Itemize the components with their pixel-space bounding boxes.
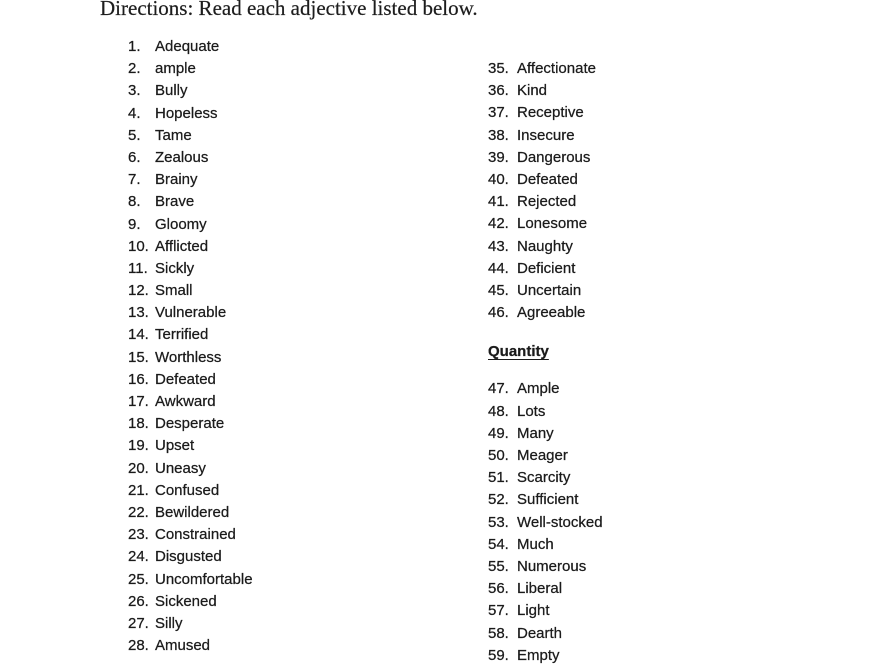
section-heading-quantity: Quantity <box>488 343 549 361</box>
list-item-number: 11. <box>128 259 148 277</box>
list-item-number: 56. <box>488 580 509 598</box>
list-item-word: Uncomfortable <box>155 570 253 588</box>
list-item-word: Ample <box>517 380 560 398</box>
list-item-number: 25. <box>128 570 149 588</box>
list-item-word: Lots <box>517 402 546 420</box>
list-item-word: Constrained <box>155 526 236 544</box>
list-item-number: 55. <box>488 557 509 575</box>
list-item-word: Sufficient <box>517 491 579 509</box>
list-item <box>128 435 253 457</box>
list-item-number: 17. <box>128 393 149 410</box>
list-item-word: Liberal <box>517 580 563 598</box>
list-item <box>488 58 603 80</box>
list-item-number: 9. <box>128 215 141 233</box>
list-item <box>488 125 603 147</box>
list-item <box>128 36 253 58</box>
list-item-number: 57. <box>488 602 509 620</box>
list-item-word: Silly <box>155 614 183 632</box>
list-item <box>488 280 603 302</box>
list-item <box>488 401 603 423</box>
list-item <box>128 480 253 502</box>
list-item-word: Many <box>517 424 554 442</box>
list-item-word: Insecure <box>517 126 575 144</box>
list-item <box>128 635 253 657</box>
list-item-number: 58. <box>488 624 509 642</box>
list-item <box>128 569 253 591</box>
list-item-number: 48. <box>488 402 509 420</box>
adjective-list-left <box>128 36 253 657</box>
list-item <box>128 214 253 236</box>
list-item-word: Agreeable <box>517 304 586 322</box>
list-item-word: Vulnerable <box>155 304 227 322</box>
list-item <box>128 191 253 213</box>
list-item-word: Meager <box>517 447 568 464</box>
list-item-word: Deficient <box>517 259 576 277</box>
list-item-word: Dearth <box>517 624 563 642</box>
list-item-word: Confused <box>155 481 220 499</box>
list-item <box>488 102 603 124</box>
list-item-word: Empty <box>517 646 560 664</box>
list-item <box>128 80 253 102</box>
list-item-number: 35. <box>488 60 509 77</box>
list-item <box>488 534 603 556</box>
list-item <box>128 413 253 435</box>
list-item-word: Numerous <box>517 557 587 575</box>
list-item-number: 19. <box>128 437 149 455</box>
list-item-word: Bully <box>155 82 188 100</box>
list-item-number: 36. <box>488 82 509 100</box>
list-item-number: 21. <box>128 481 149 499</box>
list-item-number: 3. <box>128 82 141 100</box>
list-item <box>488 169 603 191</box>
list-item-number: 59. <box>488 646 509 664</box>
list-item-word: ample <box>155 60 196 78</box>
list-item-number: 39. <box>488 148 509 166</box>
list-item <box>488 378 603 400</box>
list-item-number: 27. <box>128 614 149 632</box>
list-item-word: Well-stocked <box>517 513 603 531</box>
list-item-word: Scarcity <box>517 469 571 487</box>
list-item-word: Sickened <box>155 592 217 610</box>
list-item-word: Rejected <box>517 193 577 211</box>
list-item <box>488 191 603 213</box>
list-item <box>128 58 253 80</box>
list-item-word: Upset <box>155 437 195 455</box>
list-item-number: 49. <box>488 424 509 442</box>
list-item-number: 1. <box>128 38 141 55</box>
list-item <box>128 591 253 613</box>
list-item <box>488 302 603 324</box>
list-item-number: 6. <box>128 148 141 166</box>
list-item <box>488 578 603 600</box>
list-item <box>488 467 603 489</box>
list-item-word: Worthless <box>155 348 222 366</box>
list-item <box>488 445 603 467</box>
list-item <box>488 423 603 445</box>
list-item-word: Gloomy <box>155 215 207 233</box>
list-item <box>128 258 253 280</box>
list-item-number: 7. <box>128 171 141 189</box>
list-item-number: 24. <box>128 548 149 566</box>
list-item <box>488 623 603 645</box>
list-item-word: Lonesome <box>517 215 588 233</box>
list-item <box>128 147 253 169</box>
list-item-word: Much <box>517 535 554 553</box>
adjective-list-right-bottom <box>488 378 603 666</box>
list-item-number: 10. <box>128 237 149 255</box>
list-item <box>128 236 253 258</box>
list-item <box>128 125 253 147</box>
list-item-word: Disgusted <box>155 548 222 566</box>
adjective-list-right <box>488 58 603 667</box>
list-item <box>128 613 253 635</box>
list-item-number: 47. <box>488 380 509 398</box>
list-item <box>488 600 603 622</box>
list-item <box>488 556 603 578</box>
list-item <box>128 324 253 346</box>
list-item-number: 8. <box>128 193 141 211</box>
list-item-number: 14. <box>128 326 149 344</box>
list-item-word: Small <box>155 282 193 300</box>
list-item-number: 40. <box>488 170 509 188</box>
list-item <box>128 524 253 546</box>
list-item <box>488 213 603 235</box>
list-item-number: 22. <box>128 503 149 521</box>
list-item-number: 15. <box>128 348 149 366</box>
list-item <box>488 80 603 102</box>
list-item-number: 26. <box>128 592 149 610</box>
list-item <box>128 502 253 524</box>
list-item-number: 23. <box>128 526 149 544</box>
list-item <box>488 512 603 534</box>
list-item-number: 4. <box>128 104 141 122</box>
adjective-list-right-top <box>488 58 603 324</box>
list-item <box>488 645 603 667</box>
list-item-word: Tame <box>155 126 192 144</box>
list-item-word: Hopeless <box>155 104 218 122</box>
list-item <box>128 347 253 369</box>
list-item-word: Awkward <box>155 393 216 410</box>
list-item-word: Dangerous <box>517 148 591 166</box>
list-item-number: 44. <box>488 259 509 277</box>
list-item-number: 51. <box>488 469 509 487</box>
list-item-number: 20. <box>128 459 149 477</box>
list-item-word: Affectionate <box>517 60 596 77</box>
list-item-number: 54. <box>488 535 509 553</box>
list-item-word: Light <box>517 602 550 620</box>
list-item-number: 38. <box>488 126 509 144</box>
list-item-number: 16. <box>128 370 149 388</box>
list-item-number: 2. <box>128 60 141 78</box>
list-item <box>128 458 253 480</box>
list-item-word: Sickly <box>155 259 195 277</box>
directions-text: Directions: Read each adjective listed below. <box>100 0 478 20</box>
list-item-number: 37. <box>488 104 509 122</box>
list-item-word: Afflicted <box>155 237 209 255</box>
list-item-word: Terrified <box>155 326 209 344</box>
list-item-number: 13. <box>128 304 149 322</box>
list-item-number: 50. <box>488 447 509 464</box>
list-item <box>128 546 253 568</box>
list-item <box>128 103 253 125</box>
list-item <box>488 147 603 169</box>
list-item-number: 53. <box>488 513 509 531</box>
list-item <box>128 369 253 391</box>
list-item-word: Defeated <box>155 370 216 388</box>
list-item <box>488 236 603 258</box>
list-item-word: Bewildered <box>155 503 230 521</box>
list-item-word: Brainy <box>155 171 198 189</box>
list-item-word: Amused <box>155 637 211 655</box>
list-item-word: Kind <box>517 82 548 100</box>
list-item <box>128 280 253 302</box>
list-item-number: 46. <box>488 304 509 322</box>
list-item-word: Naughty <box>517 237 573 255</box>
list-item-number: 42. <box>488 215 509 233</box>
list-item-word: Receptive <box>517 104 584 122</box>
list-item <box>128 391 253 413</box>
list-item <box>488 258 603 280</box>
list-item-number: 43. <box>488 237 509 255</box>
list-item-word: Uneasy <box>155 459 206 477</box>
list-item-number: 45. <box>488 281 509 299</box>
list-item-number: 12. <box>128 282 149 300</box>
list-item-word: Desperate <box>155 415 225 433</box>
list-item-word: Brave <box>155 193 195 211</box>
list-item-word: Adequate <box>155 38 220 55</box>
list-item-number: 28. <box>128 637 149 655</box>
list-item <box>128 169 253 191</box>
list-item-word: Defeated <box>517 170 578 188</box>
list-item-word: Uncertain <box>517 281 582 299</box>
list-item <box>128 302 253 324</box>
list-item-word: Zealous <box>155 148 209 166</box>
list-item-number: 18. <box>128 415 149 433</box>
list-item <box>488 489 603 511</box>
list-item-number: 52. <box>488 491 509 509</box>
list-item-number: 41. <box>488 193 509 211</box>
list-item-number: 5. <box>128 126 141 144</box>
